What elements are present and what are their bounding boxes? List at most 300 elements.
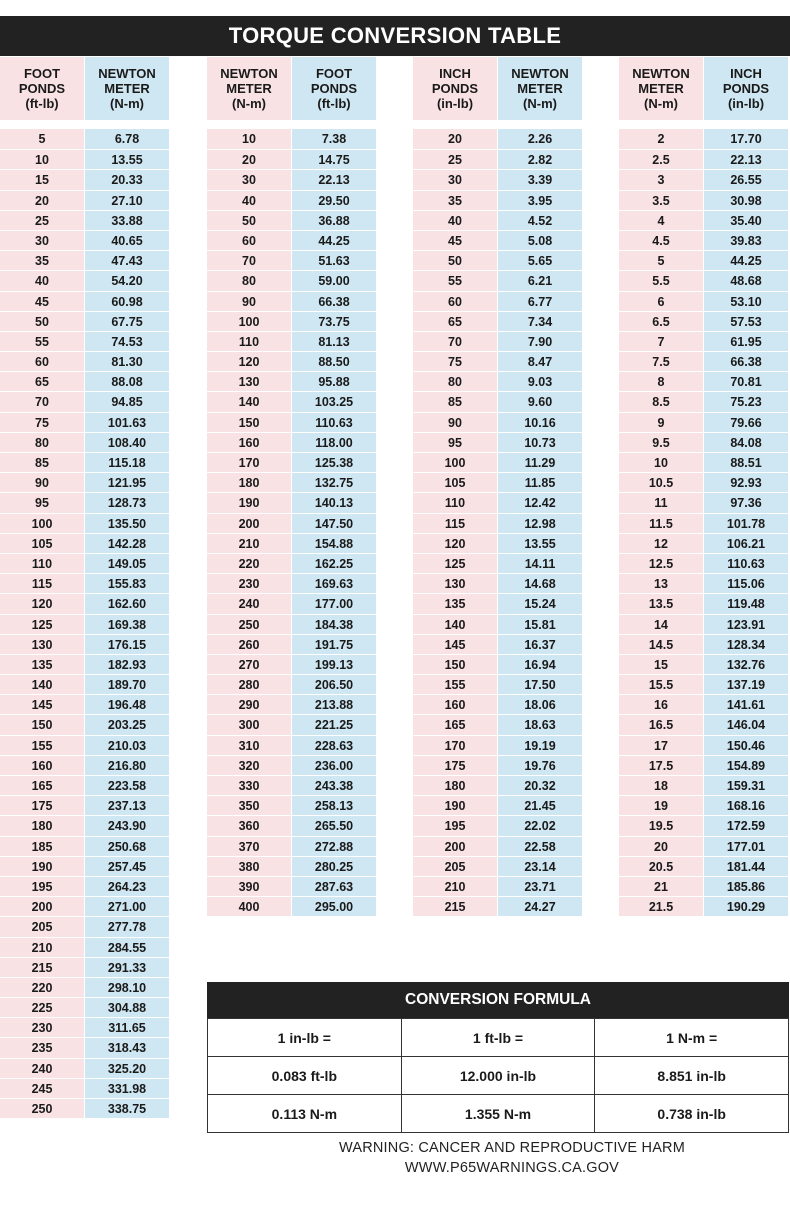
table-cell: 16.37 bbox=[498, 634, 582, 654]
column-cells bbox=[413, 129, 497, 916]
table-cell: 300 bbox=[207, 714, 291, 734]
table-cell: 265.50 bbox=[292, 815, 376, 835]
table-cell: 44.25 bbox=[292, 230, 376, 250]
table-cell: 100 bbox=[0, 513, 84, 533]
table-cell: 21.5 bbox=[619, 896, 703, 916]
table-cell: 213.88 bbox=[292, 694, 376, 714]
table-cell: 81.30 bbox=[85, 351, 169, 371]
table-cell: 205 bbox=[413, 856, 497, 876]
table-cell: 35.40 bbox=[704, 210, 788, 230]
table-cell: 100 bbox=[207, 311, 291, 331]
table-cell: 35 bbox=[0, 250, 84, 270]
table-cell: 22.02 bbox=[498, 815, 582, 835]
table-cell: 14.75 bbox=[292, 149, 376, 169]
table-cell: 258.13 bbox=[292, 795, 376, 815]
table-cell: 61.95 bbox=[704, 331, 788, 351]
table-cell: 223.58 bbox=[85, 775, 169, 795]
header-gap bbox=[619, 120, 703, 129]
table-cell: 130 bbox=[413, 573, 497, 593]
table-cell: 15.81 bbox=[498, 614, 582, 634]
table-column bbox=[0, 57, 84, 1118]
formula-title: CONVERSION FORMULA bbox=[207, 982, 789, 1018]
table-cell: 225 bbox=[0, 997, 84, 1017]
table-cell: 145 bbox=[413, 634, 497, 654]
column-cells bbox=[207, 129, 291, 916]
table-cell: 110 bbox=[0, 553, 84, 573]
column-header bbox=[619, 57, 703, 120]
table-cell: 9.60 bbox=[498, 391, 582, 411]
table-cell: 160 bbox=[0, 755, 84, 775]
column-header-line: PONDS bbox=[722, 81, 770, 96]
table-column bbox=[207, 57, 291, 916]
table-cell: 154.89 bbox=[704, 755, 788, 775]
table-cell: 170 bbox=[207, 452, 291, 472]
table-cell: 230 bbox=[207, 573, 291, 593]
table-cell: 20 bbox=[0, 190, 84, 210]
table-cell: 189.70 bbox=[85, 674, 169, 694]
table-cell: 325.20 bbox=[85, 1058, 169, 1078]
table-cell: 65 bbox=[0, 371, 84, 391]
table-cell: 14.11 bbox=[498, 553, 582, 573]
table-cell: 210 bbox=[413, 876, 497, 896]
table-cell: 177.00 bbox=[292, 593, 376, 613]
table-cell: 250.68 bbox=[85, 836, 169, 856]
table-cell: 132.76 bbox=[704, 654, 788, 674]
table-cell: 17.50 bbox=[498, 674, 582, 694]
table-cell: 200 bbox=[207, 513, 291, 533]
table-cell: 79.66 bbox=[704, 412, 788, 432]
table-cell: 290 bbox=[207, 694, 291, 714]
table-cell: 295.00 bbox=[292, 896, 376, 916]
table-cell: 149.05 bbox=[85, 553, 169, 573]
table-cell: 10.16 bbox=[498, 412, 582, 432]
table-cell: 50 bbox=[0, 311, 84, 331]
table-cell: 140 bbox=[0, 674, 84, 694]
table-cell: 141.61 bbox=[704, 694, 788, 714]
column-header bbox=[704, 57, 788, 120]
table-cell: 3.5 bbox=[619, 190, 703, 210]
table-cell: 60 bbox=[207, 230, 291, 250]
table-cell: 16.5 bbox=[619, 714, 703, 734]
table-cell: 243.90 bbox=[85, 815, 169, 835]
column-cells bbox=[498, 129, 582, 916]
table-cell: 130 bbox=[0, 634, 84, 654]
table-cell: 74.53 bbox=[85, 331, 169, 351]
column-header-line: METER bbox=[638, 81, 684, 96]
column-header-line: (N-m) bbox=[644, 96, 678, 111]
table-cell: 284.55 bbox=[85, 937, 169, 957]
table-cell: 235 bbox=[0, 1037, 84, 1057]
table-cell: 30 bbox=[207, 169, 291, 189]
column-header bbox=[413, 57, 497, 120]
table-cell: 260 bbox=[207, 634, 291, 654]
table-cell: 20 bbox=[448, 132, 462, 146]
table-cell: 120 bbox=[413, 533, 497, 553]
table-cell: 215 bbox=[413, 896, 497, 916]
table-cell: 44.25 bbox=[704, 250, 788, 270]
column-header-line: (in-lb) bbox=[727, 96, 765, 111]
table-cell: 65 bbox=[413, 311, 497, 331]
table-cell: 12.42 bbox=[498, 492, 582, 512]
table-cell: 80 bbox=[0, 432, 84, 452]
table-cell: 7.38 bbox=[321, 132, 347, 146]
table-cell: 280.25 bbox=[292, 856, 376, 876]
table-cell: 8 bbox=[619, 371, 703, 391]
table-cell: 9.5 bbox=[619, 432, 703, 452]
table-cell: 105 bbox=[413, 472, 497, 492]
table-cell: 264.23 bbox=[85, 876, 169, 896]
column-header-line: PONDS bbox=[18, 81, 66, 96]
table-cell: 115.18 bbox=[85, 452, 169, 472]
column-header-line: (in-lb) bbox=[436, 96, 474, 111]
column-header-line: NEWTON bbox=[511, 66, 569, 81]
table-cell: 155 bbox=[413, 674, 497, 694]
table-cell: 181.44 bbox=[704, 856, 788, 876]
table-cell: 25 bbox=[0, 210, 84, 230]
table-cell: 108.40 bbox=[85, 432, 169, 452]
table-column bbox=[704, 57, 788, 916]
table-cell: 304.88 bbox=[85, 997, 169, 1017]
table-cell: 162.25 bbox=[292, 553, 376, 573]
table-cell: 184.38 bbox=[292, 614, 376, 634]
table-cell: 5 bbox=[619, 250, 703, 270]
column-header-line: NEWTON bbox=[220, 66, 278, 81]
table-cell: 7 bbox=[619, 331, 703, 351]
table-cell: 10.5 bbox=[619, 472, 703, 492]
header-gap bbox=[413, 120, 497, 129]
table-cell: 220 bbox=[207, 553, 291, 573]
table-cell: 203.25 bbox=[85, 714, 169, 734]
table-cell: 298.10 bbox=[85, 977, 169, 997]
table-cell: 4.52 bbox=[498, 210, 582, 230]
table-cell: 51.63 bbox=[292, 250, 376, 270]
column-header-line: NEWTON bbox=[98, 66, 156, 81]
table-cell: 66.38 bbox=[704, 351, 788, 371]
header-gap bbox=[704, 120, 788, 129]
column-header bbox=[498, 57, 582, 120]
table-cell: 85 bbox=[0, 452, 84, 472]
table-cell: 195 bbox=[0, 876, 84, 896]
table-cell: 180 bbox=[0, 815, 84, 835]
table-cell: 221.25 bbox=[292, 714, 376, 734]
table-cell: 331.98 bbox=[85, 1078, 169, 1098]
table-cell: 40 bbox=[0, 270, 84, 290]
table-cell: 125.38 bbox=[292, 452, 376, 472]
table-cell: 150 bbox=[413, 654, 497, 674]
table-cell: 230 bbox=[0, 1017, 84, 1037]
table-cell: 162.60 bbox=[85, 593, 169, 613]
table-cell: 135.50 bbox=[85, 513, 169, 533]
column-header-line: METER bbox=[104, 81, 150, 96]
table-cell: 18 bbox=[619, 775, 703, 795]
table-cell: 30 bbox=[413, 169, 497, 189]
warning-notice bbox=[207, 1138, 790, 1178]
table-cell: 155.83 bbox=[85, 573, 169, 593]
formula-header-cell: 1 in-lb = bbox=[208, 1019, 402, 1057]
table-cell: 14.5 bbox=[619, 634, 703, 654]
table-cell: 6.21 bbox=[498, 270, 582, 290]
column-header-line: NEWTON bbox=[632, 66, 690, 81]
table-cell: 210.03 bbox=[85, 735, 169, 755]
table-cell: 190.29 bbox=[704, 896, 788, 916]
formula-cell: 0.113 N-m bbox=[208, 1095, 402, 1133]
table-cell: 36.88 bbox=[292, 210, 376, 230]
table-cell: 8.47 bbox=[498, 351, 582, 371]
table-cell: 94.85 bbox=[85, 391, 169, 411]
table-cell: 3.39 bbox=[498, 169, 582, 189]
table-cell: 10 bbox=[619, 452, 703, 472]
table-cell: 140 bbox=[207, 391, 291, 411]
formula-row bbox=[208, 1057, 789, 1095]
table-cell: 128.73 bbox=[85, 492, 169, 512]
table-cell: 47.43 bbox=[85, 250, 169, 270]
table-cell: 185 bbox=[0, 836, 84, 856]
table-cell: 240 bbox=[0, 1058, 84, 1078]
column-cells bbox=[619, 129, 703, 916]
table-cell: 199.13 bbox=[292, 654, 376, 674]
table-cell: 23.14 bbox=[498, 856, 582, 876]
table-cell: 110.63 bbox=[292, 412, 376, 432]
table-column bbox=[413, 57, 497, 916]
header-gap bbox=[85, 120, 169, 129]
table-cell: 12.98 bbox=[498, 513, 582, 533]
table-cell: 20 bbox=[207, 149, 291, 169]
table-cell: 14 bbox=[619, 614, 703, 634]
table-cell: 195 bbox=[413, 815, 497, 835]
table-cell: 271.00 bbox=[85, 896, 169, 916]
column-header bbox=[207, 57, 291, 120]
table-cell: 311.65 bbox=[85, 1017, 169, 1037]
table-cell: 10 bbox=[0, 149, 84, 169]
table-cell: 13 bbox=[619, 573, 703, 593]
table-cell: 105 bbox=[0, 533, 84, 553]
table-cell: 210 bbox=[207, 533, 291, 553]
table-cell: 11.85 bbox=[498, 472, 582, 492]
formula-cell: 8.851 in-lb bbox=[595, 1057, 789, 1095]
header-gap bbox=[207, 120, 291, 129]
table-cell: 81.13 bbox=[292, 331, 376, 351]
table-cell: 338.75 bbox=[85, 1098, 169, 1118]
table-cell: 237.13 bbox=[85, 795, 169, 815]
table-cell: 200 bbox=[413, 836, 497, 856]
table-cell: 6.78 bbox=[114, 132, 140, 146]
table-cell: 35 bbox=[413, 190, 497, 210]
table-cell: 90 bbox=[413, 412, 497, 432]
table-cell: 75.23 bbox=[704, 391, 788, 411]
table-cell: 165 bbox=[0, 775, 84, 795]
table-cell: 106.21 bbox=[704, 533, 788, 553]
table-cell: 291.33 bbox=[85, 957, 169, 977]
table-cell: 22.13 bbox=[704, 149, 788, 169]
table-cell: 45 bbox=[413, 230, 497, 250]
table-cell: 250 bbox=[207, 614, 291, 634]
column-header-line: (N-m) bbox=[110, 96, 144, 111]
table-cell: 70.81 bbox=[704, 371, 788, 391]
table-cell: 150 bbox=[0, 714, 84, 734]
table-cell: 39.83 bbox=[704, 230, 788, 250]
table-cell: 95 bbox=[413, 432, 497, 452]
formula-cell: 0.083 ft-lb bbox=[208, 1057, 402, 1095]
table-cell: 236.00 bbox=[292, 755, 376, 775]
table-cell: 80 bbox=[413, 371, 497, 391]
column-header-line: INCH bbox=[730, 66, 762, 81]
table-cell: 50 bbox=[207, 210, 291, 230]
table-cell: 215 bbox=[0, 957, 84, 977]
table-cell: 88.50 bbox=[292, 351, 376, 371]
table-cell: 88.08 bbox=[85, 371, 169, 391]
table-cell: 400 bbox=[207, 896, 291, 916]
table-cell: 245 bbox=[0, 1078, 84, 1098]
conversion-formula bbox=[207, 982, 789, 1133]
table-cell: 9.03 bbox=[498, 371, 582, 391]
table-cell: 19.5 bbox=[619, 815, 703, 835]
table-cell: 101.63 bbox=[85, 412, 169, 432]
table-cell: 169.63 bbox=[292, 573, 376, 593]
table-cell: 16 bbox=[619, 694, 703, 714]
table-cell: 11.29 bbox=[498, 452, 582, 472]
table-cell: 21.45 bbox=[498, 795, 582, 815]
table-cell: 29.50 bbox=[292, 190, 376, 210]
table-cell: 140.13 bbox=[292, 492, 376, 512]
table-cell: 4 bbox=[619, 210, 703, 230]
table-cell: 45 bbox=[0, 291, 84, 311]
table-cell: 175 bbox=[413, 755, 497, 775]
table-cell: 66.38 bbox=[292, 291, 376, 311]
table-cell: 20.32 bbox=[498, 775, 582, 795]
table-cell: 100 bbox=[413, 452, 497, 472]
table-cell: 33.88 bbox=[85, 210, 169, 230]
table-cell: 13.55 bbox=[85, 149, 169, 169]
table-cell: 5.5 bbox=[619, 270, 703, 290]
table-column bbox=[619, 57, 703, 916]
table-cell: 140 bbox=[413, 614, 497, 634]
table-column bbox=[85, 57, 169, 1118]
table-cell: 17 bbox=[619, 735, 703, 755]
column-header-line: INCH bbox=[439, 66, 471, 81]
table-cell: 92.93 bbox=[704, 472, 788, 492]
table-cell: 70 bbox=[0, 391, 84, 411]
table-cell: 120 bbox=[0, 593, 84, 613]
table-cell: 154.88 bbox=[292, 533, 376, 553]
table-cell: 165 bbox=[413, 714, 497, 734]
table-cell: 6.5 bbox=[619, 311, 703, 331]
table-cell: 168.16 bbox=[704, 795, 788, 815]
table-cell: 15 bbox=[0, 169, 84, 189]
table-cell: 55 bbox=[0, 331, 84, 351]
table-cell: 200 bbox=[0, 896, 84, 916]
table-cell: 115 bbox=[0, 573, 84, 593]
table-cell: 119.48 bbox=[704, 593, 788, 613]
table-cell: 115 bbox=[413, 513, 497, 533]
table-cell: 370 bbox=[207, 836, 291, 856]
table-cell: 18.06 bbox=[498, 694, 582, 714]
table-cell: 15 bbox=[619, 654, 703, 674]
table-cell: 19.19 bbox=[498, 735, 582, 755]
table-cell: 228.63 bbox=[292, 735, 376, 755]
table-cell: 9 bbox=[619, 412, 703, 432]
table-column bbox=[498, 57, 582, 916]
table-cell: 176.15 bbox=[85, 634, 169, 654]
formula-cell: 1.355 N-m bbox=[401, 1095, 595, 1133]
table-cell: 3 bbox=[619, 169, 703, 189]
formula-cell: 12.000 in-lb bbox=[401, 1057, 595, 1095]
table-cell: 257.45 bbox=[85, 856, 169, 876]
table-cell: 6 bbox=[619, 291, 703, 311]
table-cell: 22.13 bbox=[292, 169, 376, 189]
table-cell: 185.86 bbox=[704, 876, 788, 896]
table-cell: 15.24 bbox=[498, 593, 582, 613]
table-cell: 118.00 bbox=[292, 432, 376, 452]
table-cell: 182.93 bbox=[85, 654, 169, 674]
table-cell: 121.95 bbox=[85, 472, 169, 492]
table-cell: 18.63 bbox=[498, 714, 582, 734]
page-title: TORQUE CONVERSION TABLE bbox=[0, 16, 790, 56]
table-cell: 196.48 bbox=[85, 694, 169, 714]
table-cell: 272.88 bbox=[292, 836, 376, 856]
table-cell: 3.95 bbox=[498, 190, 582, 210]
table-cell: 110 bbox=[413, 492, 497, 512]
table-cell: 23.71 bbox=[498, 876, 582, 896]
table-cell: 310 bbox=[207, 735, 291, 755]
column-header-line: PONDS bbox=[431, 81, 479, 96]
table-cell: 26.55 bbox=[704, 169, 788, 189]
table-cell: 240 bbox=[207, 593, 291, 613]
column-header-line: (ft-lb) bbox=[25, 96, 59, 111]
table-cell: 115.06 bbox=[704, 573, 788, 593]
table-cell: 125 bbox=[0, 614, 84, 634]
table-cell: 206.50 bbox=[292, 674, 376, 694]
table-cell: 97.36 bbox=[704, 492, 788, 512]
table-cell: 177.01 bbox=[704, 836, 788, 856]
table-cell: 280 bbox=[207, 674, 291, 694]
table-cell: 24.27 bbox=[498, 896, 582, 916]
table-cell: 88.51 bbox=[704, 452, 788, 472]
table-cell: 55 bbox=[413, 270, 497, 290]
table-cell: 4.5 bbox=[619, 230, 703, 250]
table-cell: 40 bbox=[207, 190, 291, 210]
table-cell: 318.43 bbox=[85, 1037, 169, 1057]
table-cell: 19 bbox=[619, 795, 703, 815]
table-cell: 60.98 bbox=[85, 291, 169, 311]
table-cell: 85 bbox=[413, 391, 497, 411]
table-cell: 21 bbox=[619, 876, 703, 896]
table-cell: 103.25 bbox=[292, 391, 376, 411]
table-cell: 40.65 bbox=[85, 230, 169, 250]
column-cells bbox=[704, 129, 788, 916]
table-cell: 205 bbox=[0, 916, 84, 936]
table-cell: 90 bbox=[207, 291, 291, 311]
formula-header-row bbox=[208, 1019, 789, 1057]
warning-url: WWW.P65WARNINGS.CA.GOV bbox=[404, 1160, 620, 1176]
table-cell: 95 bbox=[0, 492, 84, 512]
table-cell: 350 bbox=[207, 795, 291, 815]
table-cell: 380 bbox=[207, 856, 291, 876]
table-cell: 7.34 bbox=[498, 311, 582, 331]
table-cell: 150.46 bbox=[704, 735, 788, 755]
table-cell: 95.88 bbox=[292, 371, 376, 391]
table-cell: 67.75 bbox=[85, 311, 169, 331]
table-cell: 190 bbox=[207, 492, 291, 512]
table-cell: 390 bbox=[207, 876, 291, 896]
table-cell: 123.91 bbox=[704, 614, 788, 634]
column-header-line: METER bbox=[226, 81, 272, 96]
table-cell: 130 bbox=[207, 371, 291, 391]
table-cell: 50 bbox=[413, 250, 497, 270]
table-cell: 5 bbox=[38, 132, 46, 146]
table-cell: 84.08 bbox=[704, 432, 788, 452]
table-cell: 22.58 bbox=[498, 836, 582, 856]
header-gap bbox=[498, 120, 582, 129]
